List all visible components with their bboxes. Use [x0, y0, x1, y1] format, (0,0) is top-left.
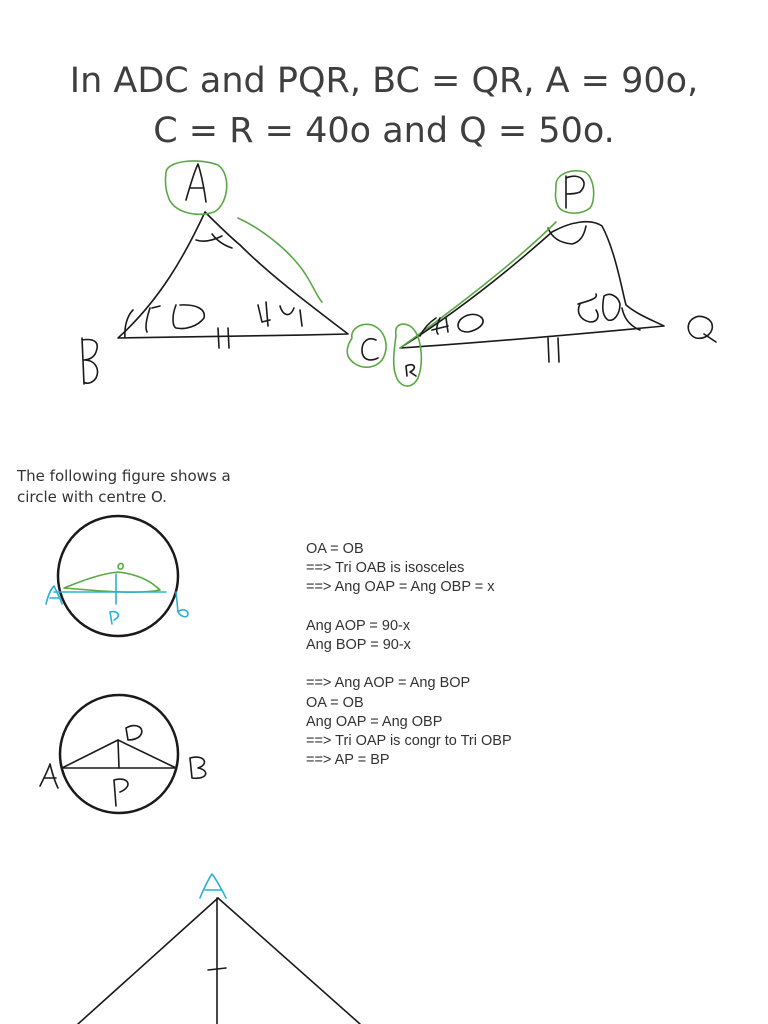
proof-line [306, 655, 512, 674]
proof-line: Ang OAP = Ang OBP [306, 713, 443, 730]
proof-line: OA = OB [306, 541, 364, 557]
proof-line [306, 598, 512, 617]
circle-figure-1 [46, 516, 188, 636]
proof-line: Ang BOP = 90-x [306, 636, 411, 653]
proof-line: ==> Ang AOP = Ang BOP [306, 675, 471, 692]
page-title: In ADC and PQR, BC = QR, A = 90o, C = R = 40o and Q = 50o. [69, 61, 699, 151]
proof-line: Ang AOP = 90-x [306, 617, 411, 634]
proof-line: ==> Tri OAP is congr to Tri OBP [306, 732, 512, 749]
triangle-abc-sketch [82, 161, 386, 384]
circle-figure-2 [40, 695, 206, 813]
proof-line: OA = OB [306, 694, 364, 711]
bottom-triangle-sketch [78, 874, 360, 1024]
proof-line: ==> Ang OAP = Ang OBP = x [306, 579, 495, 596]
proof-line: ==> AP = BP [306, 752, 390, 769]
question-text: The following figure shows a circle with centre O. [17, 467, 231, 506]
proof-line: ==> Tri OAB is isosceles [306, 560, 465, 577]
proof-text [306, 540, 512, 770]
triangle-pqr-sketch [394, 171, 716, 386]
